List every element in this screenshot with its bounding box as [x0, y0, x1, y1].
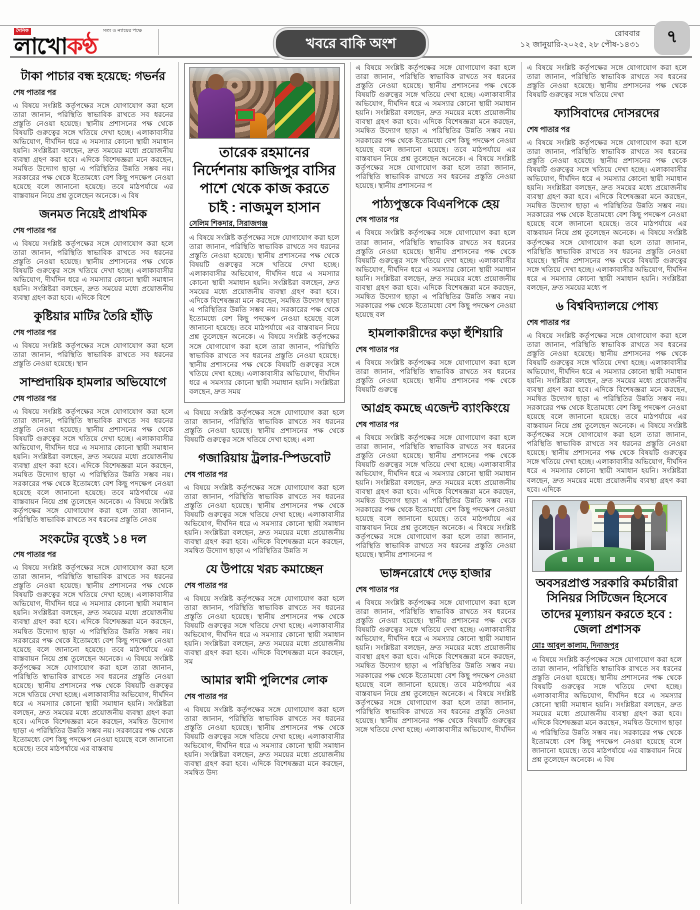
article-byline: সেলিম শিকদার, সিরাজগঞ্জ	[189, 218, 268, 228]
article-body: এ বিষয়ে সংশ্লিষ্ট কর্তৃপক্ষের সঙ্গে যোগাযোগ করা হলে তারা জানান, পরিস্থিতি স্বাভাবিক রাখতে সব ধরনের প্রস্তুতি নেওয়া হয়েছে। স্থান	[13, 340, 174, 369]
boxed-article	[527, 496, 687, 771]
article-headline: ৬ বিশ্ববিদ্যালয়ে পোষ্য	[555, 298, 658, 313]
news-column-2	[178, 62, 349, 904]
article-body: এ বিষয়ে সংশ্লিষ্ট কর্তৃপক্ষের সঙ্গে যোগাযোগ করা হলে তারা জানান, পরিস্থিতি স্বাভাবিক রাখতে সব ধরনের প্রস্তুতি নেওয়া হয়েছে। স্থানীয় প্রশাসনের পক্ষ থেকে বিষয়টি গুরুত্বের সঙ্গে খতিয়ে দেখা হচ্ছে। এলাকাবাসীর অভিযোগ, দীর্ঘদিন ধরে এ সমস্যার কোনো স্থায়ী সমাধান হয়নি। সংশ্লিষ্টরা বলছেন, দ্রুত সময়ের মধ্যে প্রয়োজনীয় ব্যবস্থা গ্রহণ করা হবে। এদিকে বিশেষজ্ঞরা মনে করছেন, সমন্বিত উদ্যোগ ছাড়া এ পরিস্থিতির উন্নতি স	[184, 482, 345, 556]
page-number: ৭	[654, 21, 690, 55]
article-headline: ফ্যাসিবাদের দোসরদের	[554, 106, 660, 121]
relief-distribution-photo	[189, 67, 339, 139]
photo-shape-pc-head-2	[290, 73, 305, 87]
article-headline: পাঠ্যপুস্তকে বিএনপিকে হেয়	[371, 196, 500, 211]
article-body: এ বিষয়ে সংশ্লিষ্ট কর্তৃপক্ষের সঙ্গে যোগাযোগ করা হলে তারা জানান, পরিস্থিতি স্বাভাবিক রাখতে সব ধরনের প্রস্তুতি নেওয়া হয়েছে। স্থানীয় প্রশাসনের পক্ষ থেকে বিষয়টি গুরুত্বের সঙ্গে খতিয়ে দেখা হচ্ছে। এলাকাবাসীর অভিযোগ, দীর্ঘদিন ধরে এ সমস্যার কোনো স্থায়ী সমাধান হয়নি। সংশ্লিষ্টরা বলছেন, দ্রুত সময়ের মধ্যে প্রয়োজনীয় ব্যবস্থা গ্রহণ করা হবে। এদিকে বিশেষজ্ঞরা মনে করছেন, সমন্বিত উদ্যোগ ছাড়া এ পরিস্থিতির উন্নতি সম্ভব নয়। সরকারের পক্ষ থেকে ইতোমধ্যে বেশ কিছু পদক্ষেপ নেওয়া হয়েছে বলে জানানো হয়েছে। তবে মাঠপর্যায়ে এর বাস্তবায়ন নিয়ে প্রশ্ন তুলেছেন অনেকে। এ বিষয়ে সংশ্লিষ্ট কর্তৃপক্ষের সঙ্গে যোগাযোগ করা হলে তারা জানান, পরিস্থিতি স্বাভাবিক রাখতে সব ধরনের প্রস্তুতি নেওয়া হয়েছে। স্থানীয় প্রশাসনের পক্ষ থেকে বিষয়টি গুরুত্বের সঙ্গে খতিয়ে দেখা হচ্ছে। এলাকাবাসীর অভিযোগ, দীর্ঘদিন ধরে এ সমস্যার কোনো স্থায়ী সমাধান হয়নি। সংশ্লিষ্টরা বলছেন, দ্রুত সময়	[189, 232, 340, 396]
masthead-divider	[158, 29, 159, 55]
boxed-article	[184, 63, 344, 403]
photo-shape-pm-f3	[577, 508, 592, 550]
weekday-label: রোববার	[614, 29, 640, 38]
news-column-1	[8, 62, 178, 904]
continued-from-label: শেষ পাতার পর	[184, 580, 228, 590]
continued-from-label: শেষ পাতার পর	[355, 419, 399, 429]
article-headline: তারেক রহমানের নির্দেশনায় কাজিপুর বাসির পাশে থেকে কাজ করতে চাই : নাজমুল হাসান	[193, 144, 336, 215]
date-block	[520, 29, 640, 51]
continued-from-label: শেষ পাতার পর	[526, 124, 570, 134]
photo-shape-pm-banner-line3	[594, 522, 656, 524]
logo-tagline: সত্য ও ন্যায়ের পক্ষে	[102, 28, 142, 34]
photo-shape-pc-fig-sari	[275, 81, 315, 138]
article-headline: সংকটের বৃত্তেই ১৪ দল	[39, 531, 147, 546]
article-body: এ বিষয়ে সংশ্লিষ্ট কর্তৃপক্ষের সঙ্গে যোগাযোগ করা হলে তারা জানান, পরিস্থিতি স্বাভাবিক রাখতে সব ধরনের প্রস্তুতি নেওয়া হয়েছে। স্থানীয় প্রশাসনের পক্ষ থেকে বিষয়টি গুরুত্বের সঙ্গে খতিয়ে দেখা হচ্ছে। এলাকাবাসীর অভিযোগ, দীর্ঘদিন ধরে এ সমস্যার কোনো স্থায়ী সমাধান হয়নি। সংশ্লিষ্টরা বলছেন, দ্রুত সময়ের মধ্যে প্রয়োজনীয় ব্যবস্থা গ্রহণ করা হবে। এদিকে বিশেষজ্ঞরা মনে করছেন, সমন্বিত উদ্যোগ ছাড়া এ পরিস্থিতির উন্নতি সম্ভব নয়। সরকারের পক্ষ থেকে ইতোমধ্যে বেশ কিছু পদক্ষেপ নেওয়া হয়েছে বলে জানানো হয়েছে। তবে মাঠপর্যায়ে এর বাস্তবায়ন নিয়ে প্রশ্ন তুলেছেন অনেকে। এ বিষয়ে সংশ্লিষ্ট কর্তৃপক্ষের সঙ্গে যোগাযোগ করা হলে তারা জানান, পরিস্থিতি স্বাভাবিক রাখতে সব ধরনের প্রস্তুতি নেওয়	[13, 406, 174, 525]
article-headline: যে উপায়ে খরচ কমাচ্ছেন	[205, 562, 324, 577]
article-body: এ বিষয়ে সংশ্লিষ্ট কর্তৃপক্ষের সঙ্গে যোগাযোগ করা হলে তারা জানান, পরিস্থিতি স্বাভাবিক রাখতে সব ধরনের প্রস্তুতি নেওয়া হয়েছে। স্থানীয় প্রশাসনের পক্ষ থেকে বিষয়টি গুরুত্বের সঙ্গে খতিয়ে দেখা হচ্ছে। এলাকাবাসীর অভিযোগ, দীর্ঘদিন ধরে এ সমস্যার কোনো স্থায়ী সমাধান হয়নি। সংশ্লিষ্টরা বলছেন, দ্রুত সময়ের মধ্যে প্রয়োজনীয় ব্যবস্থা গ্রহণ করা হবে। এদিকে বিশেষজ্ঞরা মনে করছেন, সমন্বিত উদ্যোগ ছাড়া এ পরিস্থিতির উন্নতি সম্ভব নয়। সরকারের পক্ষ থেকে ইতোমধ্যে বেশ কিছু পদক্ষেপ নেওয়া হয়েছে বলে জানানো হয়েছে। তবে মাঠপর্যায়ে এর বাস্তবায়ন নিয়ে প্রশ্ন তুলেছেন অনেকে। এ বিষ	[13, 100, 174, 201]
article-headline: হামলাকারীদের কড়া হুঁশিয়ারি	[368, 326, 503, 341]
article-headline: কুষ্টিয়ার মাটির তৈরি হাঁড়ি	[33, 309, 153, 324]
logo-text-red: কণ্ঠ	[66, 34, 97, 59]
article-body: এ বিষয়ে সংশ্লিষ্ট কর্তৃপক্ষের সঙ্গে যোগাযোগ করা হলে তারা জানান, পরিস্থিতি স্বাভাবিক রাখতে সব ধরনের প্রস্তুতি নেওয়া হয়েছে। স্থানীয় প্রশাসনের পক্ষ থেকে বিষয়টি গুরুত্বের সঙ্গে খতিয়ে দেখা হচ্ছে। এলাকাবাসীর অভিযোগ, দীর্ঘদিন ধরে এ সমস্যার কোনো স্থায়ী সমাধান হয়নি। সংশ্লিষ্টরা বলছেন, দ্রুত সময়ের মধ্যে প্রয়োজনীয় ব্যবস্থা গ্রহণ করা হবে। এদিকে বিশেষজ্ঞরা মনে করছেন, সমন্বিত উদ্যোগ ছাড়া এ পরিস্থিতির উন্নতি সম্ভব নয়। সরকারের পক্ষ থেকে ইতোমধ্যে বেশ কিছু পদক্ষেপ নেওয়া হয়েছে বলে জানানো হয়েছে। তবে মাঠপর্যায়ে এর বাস্তবায়ন নিয়ে প্রশ্ন তুলেছেন অনেকে। এ বিষ	[531, 655, 682, 764]
continued-from-label: শেষ পাতার পর	[355, 344, 399, 354]
continued-from-label: শেষ পাতার পর	[184, 691, 228, 701]
news-column-4	[521, 62, 692, 904]
article-headline: আমার স্বামী পুলিশের লোক	[201, 673, 328, 688]
article-body: এ বিষয়ে সংশ্লিষ্ট কর্তৃপক্ষের সঙ্গে যোগাযোগ করা হলে তারা জানান, পরিস্থিতি স্বাভাবিক রাখতে সব ধরনের প্রস্তুতি নেওয়া হয়েছে। স্থানীয় প্রশাসনের পক্ষ থেকে বিষয়টি গুরুত্বের সঙ্গে খতিয়ে দেখা হচ্ছে। এলাকাবাসীর অভিযোগ, দীর্ঘদিন ধরে এ সমস্যার কোনো স্থায়ী সমাধান হয়নি। সংশ্লিষ্টরা বলছেন, দ্রুত সময়ের মধ্যে প্রয়োজনীয় ব্যবস্থা গ্রহণ করা হবে। এদিকে বিশেষজ্ঞরা মনে করছেন, সমন্বিত উদ্যোগ ছাড়া এ পরিস্থিতির উন্নতি সম্ভব নয়। সরকারের পক্ষ থেকে ইতোমধ্যে বেশ কিছু পদক্ষেপ নেওয়া হয়েছে বল	[355, 228, 516, 320]
continued-from-label: শেষ পাতার পর	[13, 327, 56, 337]
article-headline: গজারিয়ায় ট্রলার-স্পিডবোট	[198, 451, 331, 466]
article-body: এ বিষয়ে সংশ্লিষ্ট কর্তৃপক্ষের সঙ্গে যোগাযোগ করা হলে তারা জানান, পরিস্থিতি স্বাভাবিক রাখতে সব ধরনের প্রস্তুতি নেওয়া হয়েছে। স্থানীয় প্রশাসনের পক্ষ থেকে বিষয়টি গুরুত্বের সঙ্গে খতিয়ে দেখা হচ্ছে। এলাকাবাসীর অভিযোগ, দীর্ঘদিন ধরে এ সমস্যার কোনো স্থায়ী সমাধান হয়নি। সংশ্লিষ্টরা বলছেন, দ্রুত সময়ের মধ্যে প্রয়োজনীয় ব্যবস্থা গ্রহণ করা হবে। এদিকে বিশেষজ্ঞরা মনে করছেন, সমন্বিত উদ্যোগ ছাড়া এ পরিস্থিতির উন্নতি সম্ভব নয়। সরকারের পক্ষ থেকে ইতোমধ্যে বেশ কিছু পদক্ষেপ নেওয়া হয়েছে বলে জানানো হয়েছে। তবে মাঠপর্যায়ে এর বাস্তবায়ন নিয়ে প্রশ্ন তুলেছেন অনেকে। এ বিষয়ে সংশ্লিষ্ট কর্তৃপক্ষের সঙ্গে যোগাযোগ করা হলে তারা জানান, পরিস্থিতি স্বাভাবিক রাখতে সব ধরনের প্রস্তুতি নেওয়া হয়েছে। স্থানীয় প্রশাসনের পক্ষ থেকে বিষয়টি গুরুত্বের সঙ্গে খতিয়ে দেখা হচ্ছে। এলাকাবাসীর অভিযোগ, দীর্ঘদিন ধরে এ সমস্যার কোনো স্থায়ী সমাধান হয়নি। সংশ্লিষ্টরা বলছেন, দ্রুত সময়ের মধ্যে প্রয়োজনীয় ব্যবস্থা গ্রহণ করা হবে। এদিকে	[526, 330, 687, 494]
continued-from-label: শেষ পাতার পর	[355, 215, 399, 225]
article-headline: ভাঙ্গনরোধে দেড় হাজার	[380, 566, 492, 581]
article-body: এ বিষয়ে সংশ্লিষ্ট কর্তৃপক্ষের সঙ্গে যোগাযোগ করা হলে তারা জানান, পরিস্থিতি স্বাভাবিক রাখতে সব ধরনের প্রস্তুতি নেওয়া হয়েছে। স্থানীয় প্রশাসনের পক্ষ থেকে বিষয়টি গুরুত্বে	[355, 357, 516, 394]
article-headline: টাকা পাচার বন্ধ হয়েছে: গভর্নর	[20, 69, 166, 83]
continued-from-label: শেষ পাতার পর	[184, 469, 228, 479]
district-commissioner-meeting-photo	[532, 500, 682, 572]
photo-shape-pc-head-1	[208, 74, 224, 89]
photo-shape-pm-f1	[539, 513, 554, 549]
continued-from-label: শেষ পাতার পর	[13, 550, 56, 560]
news-column-3	[350, 62, 521, 904]
article-headline: সাম্প্রদায়িক হামলার অভিযোগে	[19, 375, 167, 390]
continued-from-label: শেষ পাতার পর	[526, 317, 570, 327]
photo-shape-pm-items	[562, 557, 639, 562]
article-body: এ বিষয়ে সংশ্লিষ্ট কর্তৃপক্ষের সঙ্গে যোগাযোগ করা হলে তারা জানান, পরিস্থিতি স্বাভাবিক রাখতে সব ধরনের প্রস্তুতি নেওয়া হয়েছে। স্থানীয় প্রশাসনের পক্ষ থেকে বিষয়টি গুরুত্বের সঙ্গে খতিয়ে দেখা হচ্ছে। এলাকাবাসীর অভিযোগ, দীর্ঘদিন ধরে এ সমস্যার কোনো স্থায়ী সমাধান হয়নি। সংশ্লিষ্টরা বলছেন, দ্রুত সময়ের মধ্যে প্রয়োজনীয় ব্যবস্থা গ্রহণ করা হবে। এদিকে বিশেষজ্ঞরা মনে করছেন, সমন্বিত উদ্যোগ ছাড়া এ পরিস্থিতির উন্নতি সম্ভব নয়। সরকারের পক্ষ থেকে ইতোমধ্যে বেশ কিছু পদক্ষেপ নেওয়া হয়েছে বলে জানানো হয়েছে। তবে মাঠপর্যায়ে এর বাস্তবায়ন নিয়ে প্রশ্ন তুলেছেন অনেকে। এ বিষয়ে সংশ্লিষ্ট কর্তৃপক্ষের সঙ্গে যোগাযোগ করা হলে তারা জানান, পরিস্থিতি স্বাভাবিক রাখতে সব ধরনের প্রস্তুতি নেওয়া হয়েছে। স্থানীয় প্রশাসনের প	[355, 432, 516, 560]
photo-shape-pc-pack	[236, 109, 255, 121]
article-body: এ বিষয়ে সংশ্লিষ্ট কর্তৃপক্ষের সঙ্গে যোগাযোগ করা হলে তারা জানান, পরিস্থিতি স্বাভাবিক রাখতে সব ধরনের প্রস্তুতি নেওয়া হয়েছে। স্থানীয় প্রশাসনের পক্ষ থেকে বিষয়টি গুরুত্বের সঙ্গে খতিয়ে দেখা হচ্ছে। এলাকাবাসীর অভিযোগ, দীর্ঘদিন ধরে এ সমস্যার কোনো স্থায়ী সমাধান হয়নি। সংশ্লিষ্টরা বলছেন, দ্রুত সময়ের মধ্যে প্রয়োজনীয় ব্যবস্থা গ্রহণ করা হবে। এদিকে বিশেষজ্ঞরা মনে করছেন, সমন্বিত উদ্যোগ ছাড়া এ পরিস্থিতির উন্নতি সম্ভব নয়। সরকারের পক্ষ থেকে ইতোমধ্যে বেশ কিছু পদক্ষেপ নেওয়া হয়েছে বলে জানানো হয়েছে। তবে মাঠপর্যায়ে এর বাস্তবায়ন নিয়ে প্রশ্ন তুলেছেন অনেকে। এ বিষয়ে সংশ্লিষ্ট কর্তৃপক্ষের সঙ্গে যোগাযোগ করা হলে তারা জানান, পরিস্থিতি স্বাভাবিক রাখতে সব ধরনের প্রস্তুতি নেওয়া হয়েছে। স্থানীয় প্রশাসনের পক্ষ থেকে বিষয়টি গুরুত্বের সঙ্গে খতিয়ে দেখা হচ্ছে। এলাকাবাসীর অভিযোগ, দীর্ঘদিন ধরে এ সমস্যার কোনো স্থায়ী সমাধান হয়নি। সংশ্লিষ্টরা বলছেন, দ্রুত সময়ের মধ্যে প	[526, 137, 687, 292]
article-body: এ বিষয়ে সংশ্লিষ্ট কর্তৃপক্ষের সঙ্গে যোগাযোগ করা হলে তারা জানান, পরিস্থিতি স্বাভাবিক রাখতে সব ধরনের প্রস্তুতি নেওয়া হয়েছে। স্থানীয় প্রশাসনের পক্ষ থেকে বিষয়টি গুরুত্বের সঙ্গে খতিয়ে দেখা হচ্ছে। এলাকাবাসীর অভিযোগ, দীর্ঘদিন ধরে এ সমস্যার কোনো স্থায়ী সমাধান হয়নি। সংশ্লিষ্টরা বলছেন, দ্রুত সময়ের মধ্যে প্রয়োজনীয় ব্যবস্থা গ্রহণ করা হবে। এদিকে বিশেষজ্ঞরা মনে করছেন, সমন্বিত উদ্যোগ ছাড়া এ পরিস্থিতির উন্নতি সম্ভব নয়। সরকারের পক্ষ থেকে ইতোমধ্যে বেশ কিছু পদক্ষেপ নেওয়া হয়েছে বলে জানানো হয়েছে। তবে মাঠপর্যায়ে এর বাস্তবায়ন নিয়ে প্রশ্ন তুলেছেন অনেকে। এ বিষয়ে সংশ্লিষ্ট কর্তৃপক্ষের সঙ্গে যোগাযোগ করা হলে তারা জানান, পরিস্থিতি স্বাভাবিক রাখতে সব ধরনের প্রস্তুতি নেওয়া হয়েছে। স্থানীয় প্রশাসনের পক্ষ থেকে বিষয়টি গুরুত্বের সঙ্গে খতিয়ে দেখা হচ্ছে। এলাকাবাসীর অভিযোগ, দীর্ঘদিন ধরে এ সমস্যার কোনো স্থায়ী সমাধান হয়নি। সংশ্লিষ্টরা বলছেন, দ্রুত সময়ের মধ্যে প্রয়োজনীয় ব্যবস্থা গ্রহণ করা হবে। এদিকে বিশেষজ্ঞরা মনে করছেন, সমন্বিত উদ্যোগ ছাড়া এ পরিস্থিতির উন্নতি সম্ভব নয়। সরকারের পক্ষ থেকে ইতোমধ্যে বেশ কিছু পদক্ষেপ নেওয়া হয়েছে বলে জানানো হয়েছে। তবে মাঠপর্যায়ে এর বাস্তবায়	[13, 563, 174, 754]
photo-shape-pm-f5	[631, 513, 646, 549]
continued-from-label: শেষ পাতার পর	[355, 585, 399, 594]
photo-shape-pc-fig-purple	[198, 88, 235, 138]
continued-from-label: শেষ পাতার পর	[13, 393, 56, 403]
photo-shape-pm-f4	[604, 509, 619, 550]
section-title-badge: খবরে বাকি অংশ	[274, 28, 428, 59]
photo-shape-pm-f2	[555, 513, 570, 549]
article-body: এ বিষয়ে সংশ্লিষ্ট কর্তৃপক্ষের সঙ্গে যোগাযোগ করা হলে তারা জানান, পরিস্থিতি স্বাভাবিক রাখতে সব ধরনের প্রস্তুতি নেওয়া হয়েছে। স্থানীয় প্রশাসনের পক্ষ থেকে বিষয়টি গুরুত্বের সঙ্গে খতিয়ে দেখা হচ্ছে। এলা	[184, 407, 345, 445]
masthead	[10, 26, 692, 58]
article-body: এ বিষয়ে সংশ্লিষ্ট কর্তৃপক্ষের সঙ্গে যোগাযোগ করা হলে তারা জানান, পরিস্থিতি স্বাভাবিক রাখতে সব ধরনের প্রস্তুতি নেওয়া হয়েছে। স্থানীয় প্রশাসনের পক্ষ থেকে বিষয়টি গুরুত্বের সঙ্গে খতিয়ে দেখা হচ্ছে। এলাকাবাসীর অভিযোগ, দীর্ঘদিন ধরে এ সমস্যার কোনো স্থায়ী সমাধান হয়নি। সংশ্লিষ্টরা বলছেন, দ্রুত সময়ের মধ্যে প্রয়োজনীয় ব্যবস্থা গ্রহণ করা হবে। এদিকে বিশেষজ্ঞরা মনে করছেন, সমন্বিত উদ্যোগ ছাড়া এ পরিস্থিতির উন্নতি সম্ভব নয়। সরকারের পক্ষ থেকে ইতোমধ্যে বেশ কিছু পদক্ষেপ নেওয়া হয়েছে বলে জানানো হয়েছে। তবে মাঠপর্যায়ে এর বাস্তবায়ন নিয়ে প্রশ্ন তুলেছেন অনেকে। এ বিষয়ে সংশ্লিষ্ট কর্তৃপক্ষের সঙ্গে যোগাযোগ করা হলে তারা জানান, পরিস্থিতি স্বাভাবিক রাখতে সব ধরনের প্রস্তুতি নেওয়া হয়েছে। স্থানীয় প্রশাসনের প	[355, 63, 516, 190]
continued-from-label: শেষ পাতার পর	[13, 225, 56, 235]
newspaper-logo	[14, 27, 142, 58]
continued-from-label: শেষ পাতার পর	[13, 87, 56, 97]
article-body: এ বিষয়ে সংশ্লিষ্ট কর্তৃপক্ষের সঙ্গে যোগাযোগ করা হলে তারা জানান, পরিস্থিতি স্বাভাবিক রাখতে সব ধরনের প্রস্তুতি নেওয়া হয়েছে। স্থানীয় প্রশাসনের পক্ষ থেকে বিষয়টি গুরুত্বের সঙ্গে খতিয়ে দেখা হচ্ছে। এলাকাবাসীর অভিযোগ, দীর্ঘদিন ধরে এ সমস্যার কোনো স্থায়ী সমাধান হয়নি। সংশ্লিষ্টরা বলছেন, দ্রুত সময়ের মধ্যে প্রয়োজনীয় ব্যবস্থা গ্রহণ করা হবে। এদিকে বিশে	[13, 238, 174, 303]
article-headline: অবসরপ্রাপ্ত সরকারি কর্মচারীরা সিনিয়র সিটিজেন হিসেবে তাদের মূল্যায়ন করতে হবে : জেলা প্রশাসক	[535, 575, 678, 637]
article-headline: জনমত নিয়েই প্রাথমিক	[39, 207, 147, 222]
article-byline: মোঃ আবুল কালাম, দিনাজপুর	[531, 641, 619, 650]
logo-text-black: লাখো	[14, 34, 67, 59]
columns-container	[8, 62, 692, 904]
daily-label: দৈনিক	[16, 28, 29, 34]
article-body: এ বিষয়ে সংশ্লিষ্ট কর্তৃপক্ষের সঙ্গে যোগাযোগ করা হলে তারা জানান, পরিস্থিতি স্বাভাবিক রাখতে সব ধরনের প্রস্তুতি নেওয়া হয়েছে। স্থানীয় প্রশাসনের পক্ষ থেকে বিষয়টি গুরুত্বের সঙ্গে খতিয়ে দেখা হচ্ছে। এলাকাবাসীর অভিযোগ, দীর্ঘদিন ধরে এ সমস্যার কোনো স্থায়ী সমাধান হয়নি। সংশ্লিষ্টরা বলছেন, দ্রুত সময়ের মধ্যে প্রয়োজনীয় ব্যবস্থা গ্রহণ করা হবে। এদিকে বিশেষজ্ঞরা মনে করছেন, সমন্বিত উদ্য	[184, 704, 345, 778]
article-headline: আগ্রহ কমছে এজেন্ট ব্যাংকিংয়ে	[361, 400, 510, 415]
article-body: এ বিষয়ে সংশ্লিষ্ট কর্তৃপক্ষের সঙ্গে যোগাযোগ করা হলে তারা জানান, পরিস্থিতি স্বাভাবিক রাখতে সব ধরনের প্রস্তুতি নেওয়া হয়েছে। স্থানীয় প্রশাসনের পক্ষ থেকে বিষয়টি গুরুত্বের সঙ্গে খতিয়ে দেখা হচ্ছে। এলাকাবাসীর অভিযোগ, দীর্ঘদিন ধরে এ সমস্যার কোনো স্থায়ী সমাধান হয়নি। সংশ্লিষ্টরা বলছেন, দ্রুত সময়ের মধ্যে প্রয়োজনীয় ব্যবস্থা গ্রহণ করা হবে। এদিকে বিশেষজ্ঞরা মনে করছেন, সম	[184, 593, 345, 667]
date-line: ১২ জানুয়ারি-২০২৫, ২৮ পৌষ-১৪৩১	[520, 39, 640, 49]
photo-shape-pm-f6	[651, 510, 666, 549]
article-body: এ বিষয়ে সংশ্লিষ্ট কর্তৃপক্ষের সঙ্গে যোগাযোগ করা হলে তারা জানান, পরিস্থিতি স্বাভাবিক রাখতে সব ধরনের প্রস্তুতি নেওয়া হয়েছে। স্থানীয় প্রশাসনের পক্ষ থেকে বিষয়টি গুরুত্বের সঙ্গে খতিয়ে দেখা	[526, 63, 687, 100]
article-body: এ বিষয়ে সংশ্লিষ্ট কর্তৃপক্ষের সঙ্গে যোগাযোগ করা হলে তারা জানান, পরিস্থিতি স্বাভাবিক রাখতে সব ধরনের প্রস্তুতি নেওয়া হয়েছে। স্থানীয় প্রশাসনের পক্ষ থেকে বিষয়টি গুরুত্বের সঙ্গে খতিয়ে দেখা হচ্ছে। এলাকাবাসীর অভিযোগ, দীর্ঘদিন ধরে এ সমস্যার কোনো স্থায়ী সমাধান হয়নি। সংশ্লিষ্টরা বলছেন, দ্রুত সময়ের মধ্যে প্রয়োজনীয় ব্যবস্থা গ্রহণ করা হবে। এদিকে বিশেষজ্ঞরা মনে করছেন, সমন্বিত উদ্যোগ ছাড়া এ পরিস্থিতির উন্নতি সম্ভব নয়। সরকারের পক্ষ থেকে ইতোমধ্যে বেশ কিছু পদক্ষেপ নেওয়া হয়েছে বলে জানানো হয়েছে। তবে মাঠপর্যায়ে এর বাস্তবায়ন নিয়ে প্রশ্ন তুলেছেন অনেকে। এ বিষয়ে সংশ্লিষ্ট কর্তৃপক্ষের সঙ্গে যোগাযোগ করা হলে তারা জানান, পরিস্থিতি স্বাভাবিক রাখতে সব ধরনের প্রস্তুতি নেওয়া হয়েছে। স্থানীয় প্রশাসনের পক্ষ থেকে বিষয়টি গুরুত্বের সঙ্গে খতিয়ে দেখা হচ্ছে। এলাকাবাসীর অভিযোগ, দীর্ঘদিন	[355, 598, 516, 734]
logo-wordmark	[14, 35, 142, 58]
